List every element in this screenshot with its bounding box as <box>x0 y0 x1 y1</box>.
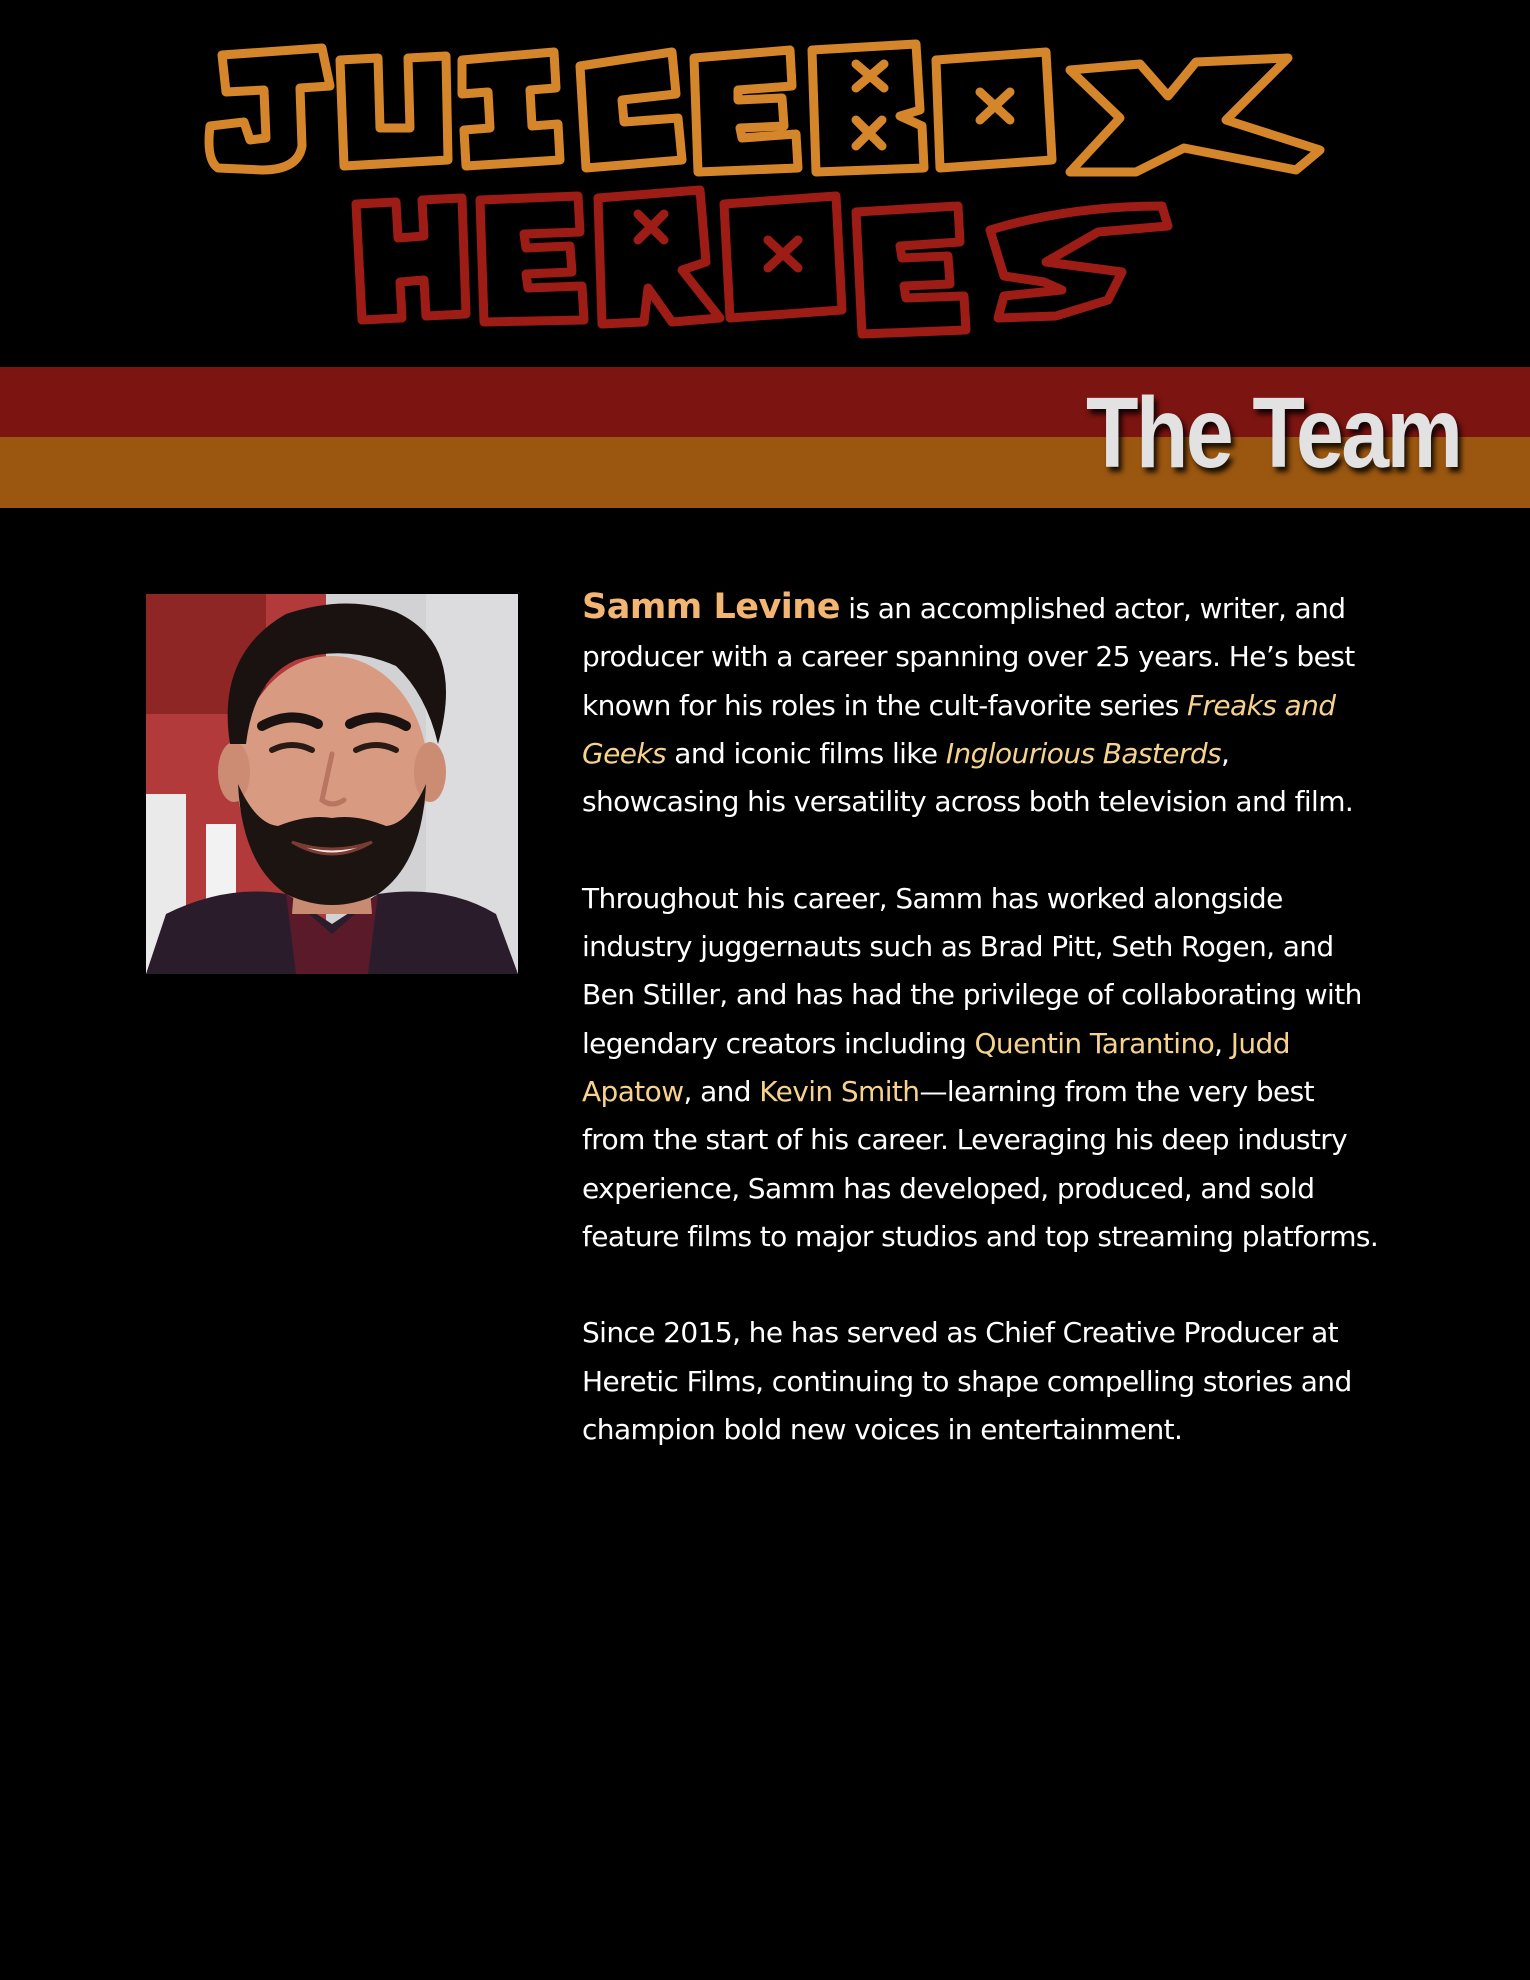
bio-text-segment: —learning from the very best from the start of his career. Leveraging his deep industry experience, Samm has developed, produced, and sold feature films to major studios and top streaming platforms. <box>582 1074 1379 1253</box>
collaborator-kevin-smith: Kevin Smith <box>759 1074 920 1108</box>
bio-paragraph-3 <box>582 1309 1382 1454</box>
bio-text-segment: and iconic films like <box>665 736 946 770</box>
profile-photo <box>146 594 518 974</box>
credit-title-freaks-and-geeks: Freaks and Geeks <box>582 688 1336 770</box>
bio-text-separator: , and <box>683 1074 760 1108</box>
juicebox-heroes-logo <box>0 0 1530 350</box>
bio-paragraph-1 <box>582 583 1382 826</box>
collaborator-judd-apatow: Judd Apatow <box>582 1026 1290 1108</box>
bio-text-segment: Throughout his career, Samm has worked alongside industry juggernauts such as Brad Pitt, Seth Rogen, and Ben Stiller, and has had the privilege of collaborating with legendary creators including <box>582 881 1362 1060</box>
bio-text-separator: , <box>1214 1026 1231 1060</box>
credit-title-inglourious-basterds: Inglourious Basterds <box>945 736 1221 770</box>
section-title: The Team <box>1085 377 1460 489</box>
bio-paragraph-2 <box>582 875 1382 1261</box>
bio-text-segment: , showcasing his versatility across both television and film. <box>582 736 1354 819</box>
person-name: Samm Levine <box>582 587 840 627</box>
collaborator-quentin-tarantino: Quentin Tarantino <box>974 1026 1215 1060</box>
portrait-illustration <box>146 594 518 974</box>
bio-text-segment: Since 2015, he has served as Chief Creative Producer at Heretic Films, continuing to shape compelling stories and champion bold new voices in entertainment. <box>582 1316 1352 1447</box>
bio-text-segment: is an accomplished actor, writer, and producer with a career spanning over 25 years. He’s best known for his roles in the cult-favorite series <box>582 592 1355 722</box>
section-banner <box>0 367 1530 508</box>
bio-text <box>582 583 1382 1503</box>
